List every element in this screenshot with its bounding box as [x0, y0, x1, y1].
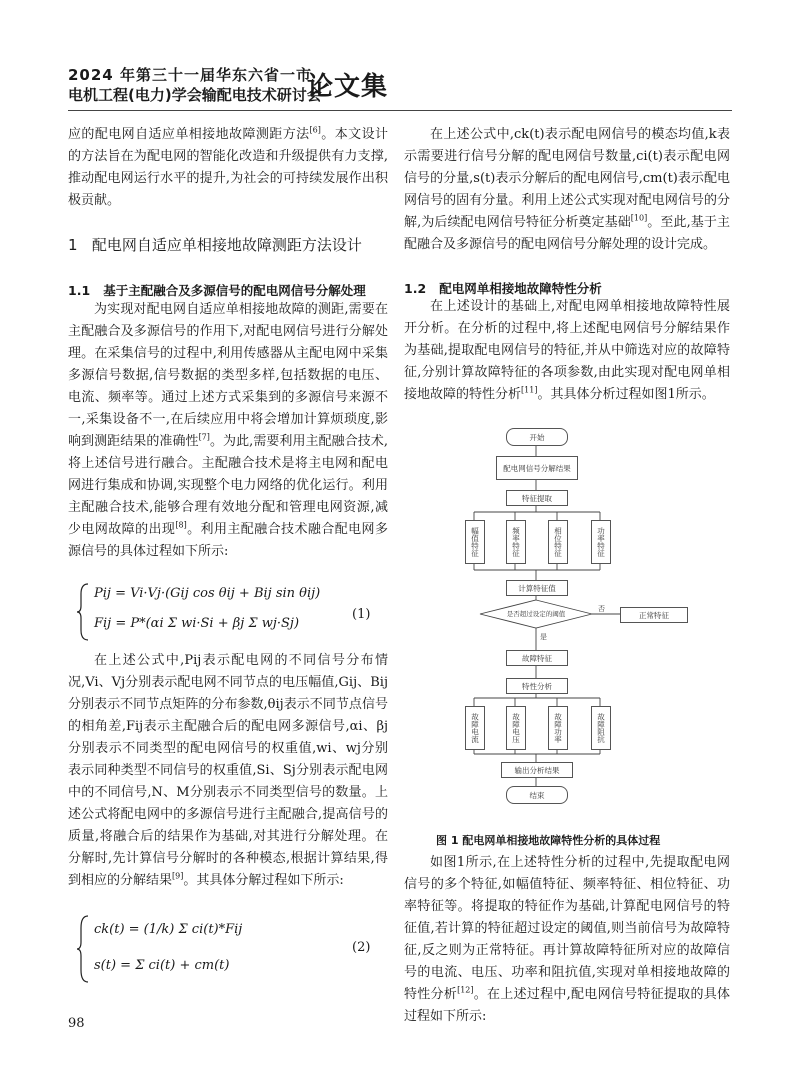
- flow-feature-frequency: 频率特征: [506, 520, 526, 564]
- subsection-heading-1-2: 1.2 配电网单相接地故障特性分析: [404, 281, 602, 296]
- paragraph-2: 在上述公式中,Pij表示配电网的不同信号分布情况,Vi、Vj分别表示配电网不同节点的电压幅值,Gij、Bij分别表示不同节点矩阵的分布参数,θij表示不同节点信号的相角差,Fij表示主配融合后的配电网多源信号,αi、βj分别表示不同类型的配电网信号的权重值,wi、wj分别表示同种类型不同信号的权重值,Si、Sj分别表示配电网中的不同信号,N、M分别表示不同类型信号的数量。上述公式将配电网中的多源信号进行主配融合,提高信号的质量,将融合后的结果作为基础,对其进行分解处理。在分解时,先计算信号分解时的各种模态,根据计算结果,得到相应的分解结果[9]。其具体分解过程如下所示:: [68, 653, 388, 888]
- flow-decision-text: 是否超过设定的阈值: [506, 610, 566, 618]
- flow-normal: 正常特征: [620, 607, 688, 623]
- section-heading-1: 1 配电网自适应单相接地故障测距方法设计: [68, 236, 362, 254]
- flowchart-connectors: [404, 428, 730, 818]
- figure-caption: 图 1 配电网单相接地故障特性分析的具体过程: [436, 834, 661, 847]
- paragraph-5: 如图1所示,在上述特性分析的过程中,先提取配电网信号的多个特征,如幅值特征、频率特征、相位特征、功率特征等。将提取的特征作为基础,计算配电网信号的特征值,若计算的特征超过设定的阈值,则当前信号为故障特征,反之则为正常特征。再计算故障特征所对应的故障信号的电流、电压、功率和阻抗值,实现对单相接地故障的特性分析[12]。在上述过程中,配电网信号特征提取的具体过程如下所示:: [404, 855, 730, 1024]
- flowchart-figure: [404, 428, 730, 818]
- equation-2-line1: ck(t) = (1/k) Σ ci(t)*Fij: [94, 922, 243, 937]
- left-column: [68, 124, 388, 212]
- flow-feature-power: 功率特征: [591, 520, 611, 564]
- header-line2: 电机工程(电力)学会输配电技术研讨会: [68, 86, 322, 104]
- flow-extract: 特征提取: [506, 490, 568, 506]
- flow-out-power: 故障功率: [548, 706, 568, 750]
- flow-fault: 故障特征: [506, 650, 568, 666]
- flow-decompose: 配电网信号分解结果: [496, 456, 578, 480]
- flow-out-voltage: 故障电压: [506, 706, 526, 750]
- header-title: 论文集: [307, 72, 389, 102]
- equation-1-brace: [76, 582, 90, 642]
- paragraph-1: 为实现对配电网自适应单相接地故障的测距,需要在主配融合及多源信号的作用下,对配电网信号进行分解处理。在采集信号的过程中,利用传感器从主配电网中采集多源信号数据,信号数据的类型多样,包括数据的电压、电流、频率等。通过上述方式采集到的多源信号来源不一,采集设备不一,在后续应用中将会增加计算烦琐度,影响到测距结果的准确性[7]。为此,需要利用主配融合技术,将上述信号进行融合。主配融合技术是将主电网和配电网进行集成和协调,实现整个电力网络的优化运行。利用主配融合技术,能够合理有效地分配和管理电网资源,减少电网故障的出现[8]。利用主配融合技术融合配电网多源信号的具体过程如下所示:: [68, 302, 388, 559]
- equation-2-brace: [76, 914, 90, 984]
- paragraph-4: 在上述设计的基础上,对配电网单相接地故障特性展开分析。在分析的过程中,将上述配电网信号分解结果作为基础,提取配电网信号的特征,并从中筛选对应的故障特征,分别计算故障特征的各项参数,由此实现对配电网单相接地故障的特性分析[11]。其具体分析过程如图1所示。: [404, 299, 730, 402]
- header-line1: 2024 年第三十一届华东六省一市: [68, 66, 312, 84]
- header-rule: [68, 110, 732, 111]
- flow-calc: 计算特征值: [506, 580, 568, 596]
- equation-1: [76, 582, 396, 642]
- flow-feature-amplitude: 幅值特征: [465, 520, 485, 564]
- flow-result: 输出分析结果: [501, 762, 573, 778]
- equation-2-line2: s(t) = Σ ci(t) + cm(t): [94, 958, 230, 973]
- equation-2: [76, 914, 396, 984]
- flow-out-current: 故障电流: [465, 706, 485, 750]
- flow-out-impedance: 故障阻抗: [591, 706, 611, 750]
- equation-1-line1: Pij = Vi·Vj·(Gij cos θij + Bij sin θij): [94, 586, 321, 601]
- flow-feature-phase: 相位特征: [548, 520, 568, 564]
- intro-paragraph: 应的配电网自适应单相接地故障测距方法[6]。本文设计的方法旨在为配电网的智能化改造和升级提供有力支撑,推动配电网运行水平的提升,为社会的可持续发展作出积极贡献。: [68, 125, 388, 208]
- flow-end: 结束: [506, 786, 568, 804]
- equation-1-line2: Fij = P*(αi Σ wi·Si + βj Σ wj·Sj): [94, 616, 300, 631]
- page-number: 98: [68, 1016, 85, 1031]
- flow-yes-label: 是: [540, 633, 547, 641]
- equation-1-number: (1): [352, 607, 371, 622]
- flow-analysis: 特性分析: [506, 678, 568, 694]
- subsection-heading-1-1: 1.1 基于主配融合及多源信号的配电网信号分解处理: [68, 283, 366, 298]
- equation-2-number: (2): [352, 940, 371, 955]
- paragraph-3: 在上述公式中,ck(t)表示配电网信号的模态均值,k表示需要进行信号分解的配电网信号数量,ci(t)表示配电网信号的分量,s(t)表示分解后的配电网信号,cm(t)表示配电网信号的固有分量。利用上述公式实现对配电网信号的分解,为后续配电网信号特征分析奠定基础[10]。至此,基于主配融合及多源信号的配电网信号分解处理的设计完成。: [404, 127, 730, 252]
- flow-no-label: 否: [598, 605, 605, 613]
- flow-start: 开始: [506, 428, 568, 446]
